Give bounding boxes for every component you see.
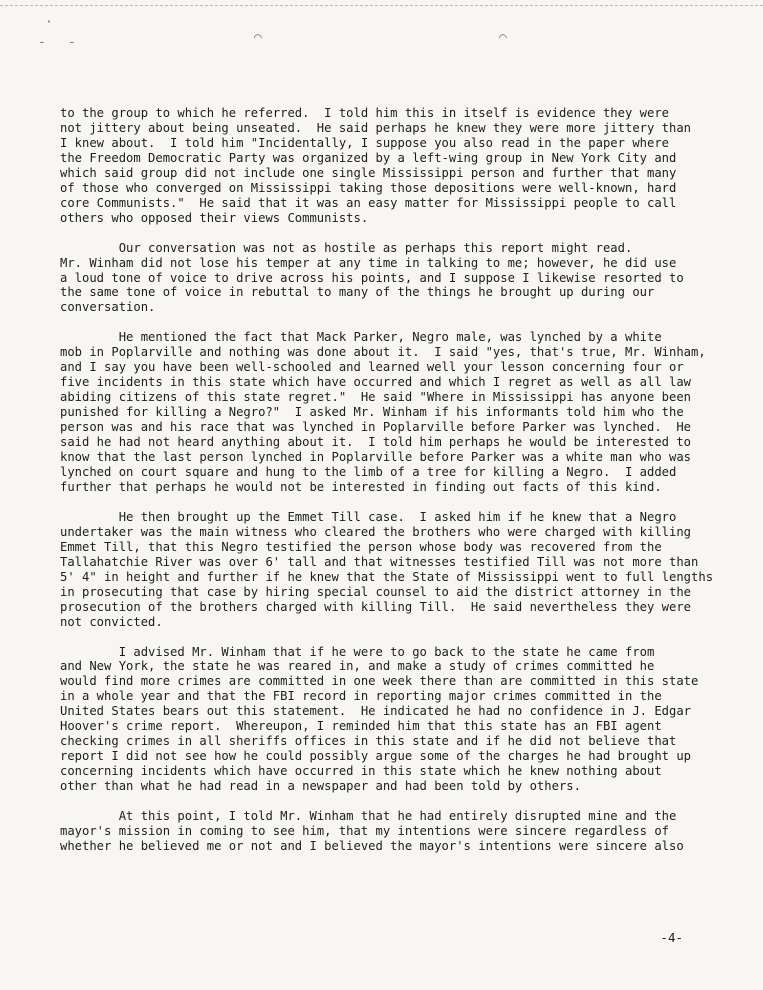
- paragraph-gap: [60, 630, 750, 645]
- text-line: other than what he had read in a newspaper and had been told by others.: [60, 779, 581, 794]
- text-line: Our conversation was not as hostile as perhaps this report might read.: [60, 240, 633, 255]
- page-number: -4-: [660, 930, 683, 945]
- paragraph: [60, 645, 750, 795]
- text-line: know that the last person lynched in Poplarville before Parker was a white man who was: [60, 450, 692, 465]
- text-line: the same tone of voice in rebuttal to many of the things he brought up during our: [60, 285, 655, 300]
- text-line: He mentioned the fact that Mack Parker, Negro male, was lynched by a white: [60, 330, 662, 345]
- text-line: I advised Mr. Winham that if he were to go back to the state he came from: [60, 644, 655, 659]
- text-line: undertaker was the main witness who cleared the brothers who were charged with killing: [60, 524, 692, 539]
- text-line: a loud tone of voice to drive across his points, and I suppose I likewise resorted to: [60, 270, 684, 285]
- scan-artifact-dot: ·: [45, 15, 53, 30]
- text-line: which said group did not include one single Mississippi person and further that many: [60, 165, 677, 180]
- text-line: not jittery about being unseated. He said perhaps he knew they were more jittery than: [60, 120, 692, 135]
- paragraph: [60, 510, 750, 630]
- text-line: punished for killing a Negro?" I asked Mr. Winham if his informants told him who the: [60, 405, 684, 420]
- text-line: Emmet Till, that this Negro testified the person whose body was recovered from the: [60, 539, 662, 554]
- paragraph-gap: [60, 315, 750, 330]
- text-line: would find more crimes are committed in one week there than are committed in this state: [60, 674, 699, 689]
- text-line: core Communists." He said that it was an easy matter for Mississippi people to call: [60, 195, 677, 210]
- paragraph: [60, 330, 750, 494]
- scan-artifact-tilde: ⌒: [254, 30, 262, 45]
- text-line: five incidents in this state which have occurred and which I regret as well as all law: [60, 375, 692, 390]
- text-line: Mr. Winham did not lose his temper at any time in talking to me; however, he did use: [60, 255, 677, 270]
- paragraph-gap: [60, 226, 750, 241]
- text-line: whether he believed me or not and I believed the mayor's intentions were sincere also: [60, 838, 684, 853]
- text-line: report I did not see how he could possibly argue some of the charges he had brought up: [60, 749, 692, 764]
- text-line: Hoover's crime report. Whereupon, I reminded him that this state has an FBI agent: [60, 719, 662, 734]
- text-line: in prosecuting that case by hiring special counsel to aid the district attorney in the: [60, 584, 692, 599]
- text-line: Tallahatchie River was over 6' tall and that witnesses testified Till was not more than: [60, 554, 699, 569]
- text-line: United States bears out this statement. He indicated he had no confidence in J. Edgar: [60, 704, 692, 719]
- text-line: further that perhaps he would not be interested in finding out facts of this kind.: [60, 479, 662, 494]
- text-line: the Freedom Democratic Party was organized by a left-wing group in New York City and: [60, 150, 677, 165]
- text-line: mob in Poplarville and nothing was done about it. I said "yes, that's true, Mr. Winham,: [60, 345, 706, 360]
- text-line: of those who converged on Mississippi taking those depositions were well-known, hard: [60, 180, 677, 195]
- text-line: conversation.: [60, 300, 156, 315]
- text-line: and New York, the state he was reared in, and make a study of crimes committed he: [60, 659, 655, 674]
- text-line: mayor's mission in coming to see him, that my intentions were sincere regardless of: [60, 823, 670, 838]
- text-line: abiding citizens of this state regret." He said "Where in Mississippi has anyone been: [60, 390, 692, 405]
- document-page: [60, 106, 750, 854]
- paragraph-gap: [60, 794, 750, 809]
- text-line: At this point, I told Mr. Winham that he had entirely disrupted mine and the: [60, 809, 677, 824]
- scan-top-edge: [0, 5, 763, 6]
- scan-artifact-dash: ‐: [68, 35, 76, 50]
- text-line: person was and his race that was lynched in Poplarville before Parker was lynched. He: [60, 420, 692, 435]
- text-line: He then brought up the Emmet Till case. I asked him if he knew that a Negro: [60, 509, 677, 524]
- text-line: lynched on court square and hung to the limb of a tree for killing a Negro. I added: [60, 464, 677, 479]
- text-line: checking crimes in all sheriffs offices in this state and if he did not believe that: [60, 734, 677, 749]
- text-line: in a whole year and that the FBI record in reporting major crimes committed in the: [60, 689, 662, 704]
- text-line: I knew about. I told him "Incidentally, I suppose you also read in the paper where: [60, 135, 670, 150]
- paragraph: [60, 809, 750, 854]
- paragraph: [60, 241, 750, 316]
- text-line: to the group to which he referred. I told him this in itself is evidence they were: [60, 106, 670, 120]
- text-line: not convicted.: [60, 614, 163, 629]
- paragraph-gap: [60, 495, 750, 510]
- text-line: said he had not heard anything about it. I told him perhaps he would be interested to: [60, 435, 692, 450]
- scan-artifact-dash: ‐: [38, 35, 46, 50]
- scan-artifact-tilde: ⌒: [499, 30, 507, 45]
- text-line: concerning incidents which have occurred in this state which he knew nothing about: [60, 764, 662, 779]
- text-line: others who opposed their views Communists.: [60, 210, 369, 225]
- text-line: prosecution of the brothers charged with killing Till. He said nevertheless they were: [60, 599, 692, 614]
- paragraph: [60, 106, 750, 226]
- text-line: and I say you have been well-schooled and learned well your lesson concerning four or: [60, 360, 684, 375]
- text-line: 5' 4" in height and further if he knew that the State of Mississippi went to full lengths: [60, 569, 714, 584]
